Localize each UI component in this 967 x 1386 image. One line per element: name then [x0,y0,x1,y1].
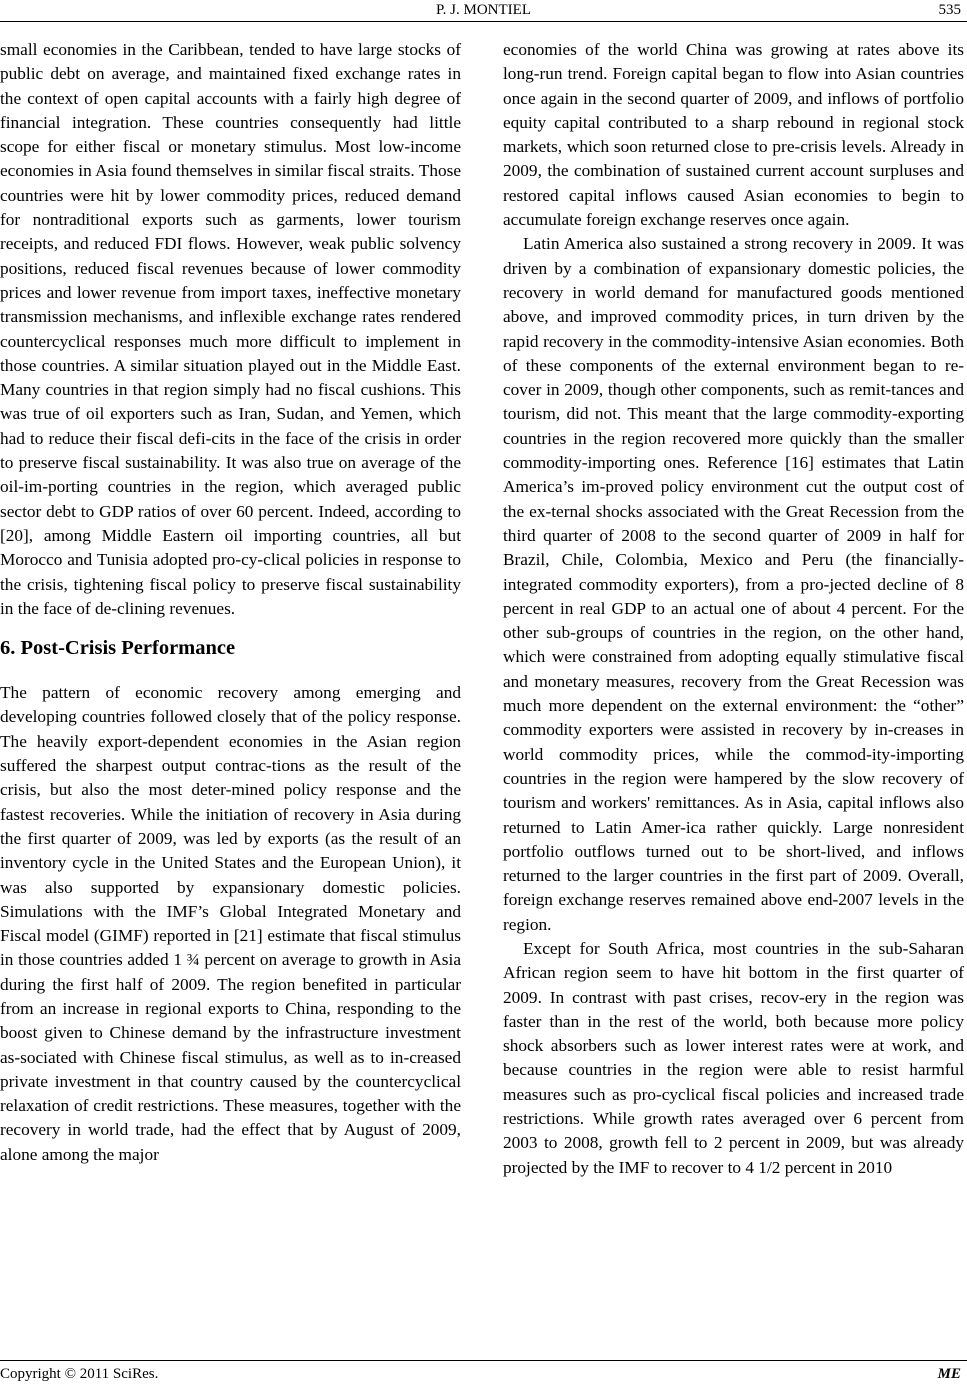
page-number: 535 [938,2,961,18]
paragraph: economies of the world China was growing at rates above its long-run trend. Foreign capital began to flow into Asian countries once again in the second quarter of 2009, and inflows of portfolio equity capital contributed to a sharp rebound in regional stock markets, which soon returned close to pre-crisis levels. Already in 2009, the combination of sustained current account surpluses and restored capital inflows caused Asian economies to begin to accumulate foreign exchange reserves once again. [503,40,964,230]
page-header [0,0,967,22]
copyright-notice: Copyright © 2011 SciRes. [0,1366,159,1382]
paragraph: small economies in the Caribbean, tended to have large stocks of public debt on average, and maintained fixed exchange rates in the context of open capital accounts with a fairly high degree of financial integration. These countries consequently had little scope for either fiscal or monetary stimulus. Most low-income economies in Asia found themselves in similar fiscal straits. Those countries were hit by lower commodity prices, reduced demand for nontraditional exports such as garments, lower tourism receipts, and reduced FDI flows. However, weak public solvency positions, reduced fiscal revenues because of lower commodity prices and lower revenue from import taxes, ineffective monetary transmission mechanisms, and inflexible exchange rates rendered countercyclical responses much more difficult to implement in those countries. A similar situation played out in the Middle East. Many countries in that region simply had no fiscal cushions. This was true of oil exporters such as Iran, Sudan, and Yemen, which had to reduce their fiscal defi-cits in the face of the crisis in order to preserve fiscal sustainability. It was also true on average of the oil-im-porting countries in the region, which averaged public sector debt to GDP ratios of over 60 percent. Indeed, according to [20], among Middle Eastern oil importing countries, all but Morocco and Tunisia adopted pro-cy-clical policies in response to the crisis, tightening fiscal policy to preserve fiscal sustainability in the face of de-clining revenues. [0,40,461,618]
header-divider [0,21,967,22]
right-column [503,38,964,1180]
section-heading: 6. Post-Crisis Performance [0,637,236,660]
paragraph: Except for South Africa, most countries in the sub-Saharan African region seem to have hit bottom in the first quarter of 2009. In contrast with past crises, recov-ery in the region was faster than in the rest of the world, both because more policy shock absorbers such as lower interest rates were at work, and because countries in the region were able to resist harmful measures such as pro-cyclical fiscal policies and increased trade restrictions. While growth rates averaged over 6 percent from 2003 to 2008, growth fell to 2 percent in 2009, but was already projected by the IMF to recover to 4 1/2 percent in 2010 [503,938,964,1177]
footer-divider [0,1360,967,1361]
running-head-author: P. J. MONTIEL [435,2,531,18]
page-footer [0,1360,967,1384]
paragraph: Latin America also sustained a strong recovery in 2009. It was driven by a combination of expansionary domestic policies, the recovery in world demand for manufactured goods mentioned above, and improved commodity prices, in turn driven by the rapid recovery in the commodity-intensive Asian economies. Both of these components of the external environment began to re-cover in 2009, though other components, such as remit-tances and tourism, did not. This meant that the large commodity-exporting countries in the region recovered more quickly than the smaller commodity-importing ones. Reference [16] estimates that Latin America’s im-proved policy environment cut the output cost of the ex-ternal shocks associated with the Great Recession from the third quarter of 2008 to the second quarter of 2009 in half for Brazil, Chile, Colombia, Mexico and Peru (the financially-integrated commodity exporters), from a pro-jected decline of 8 percent in real GDP to an actual one of about 4 percent. For the other sub-groups of countries in the region, on the other hand, which were constrained from adopting equally stimulative fiscal and monetary measures, recovery from the Great Recession was much more dependent on the external environment: the “other” commodity exporters were assisted in recovery by in-creases in world commodity prices, while the commod-ity-importing countries in the region were hampered by the slow recovery of tourism and workers' remittances. As in Asia, capital inflows also returned to Latin Amer-ica rather quickly. Large nonresident portfolio outflows turned out to be short-lived, and inflows returned to the larger countries in the first part of 2009. Overall, foreign exchange reserves remained above end-2007 levels in the region. [503,234,964,934]
left-column [0,38,461,1167]
paragraph: The pattern of economic recovery among emerging and developing countries followed closely that of the policy response. The heavily export-dependent economies in the Asian region suffered the sharpest output contrac-tions as the result of the crisis, but also the most deter-mined policy response and the fastest recoveries. While the initiation of recovery in Asia during the first quarter of 2009, was led by exports (as the result of an inventory cycle in the United States and the European Union), it was also supported by expansionary domestic policies. Simulations with the IMF’s Global Integrated Monetary and Fiscal model (GIMF) reported in [21] estimate that fiscal stimulus in those countries added 1 ¾ percent on average to growth in Asia during the first half of 2009. The region benefited in particular from an increase in regional exports to China, responding to the boost given to Chinese demand by the infrastructure investment as-sociated with Chinese fiscal stimulus, as well as to in-creased private investment in that country caused by the countercyclical relaxation of credit restrictions. These measures, together with the recovery in world trade, had the effect that by August of 2009, alone among the major [0,683,461,1164]
journal-abbreviation: ME [937,1366,961,1382]
